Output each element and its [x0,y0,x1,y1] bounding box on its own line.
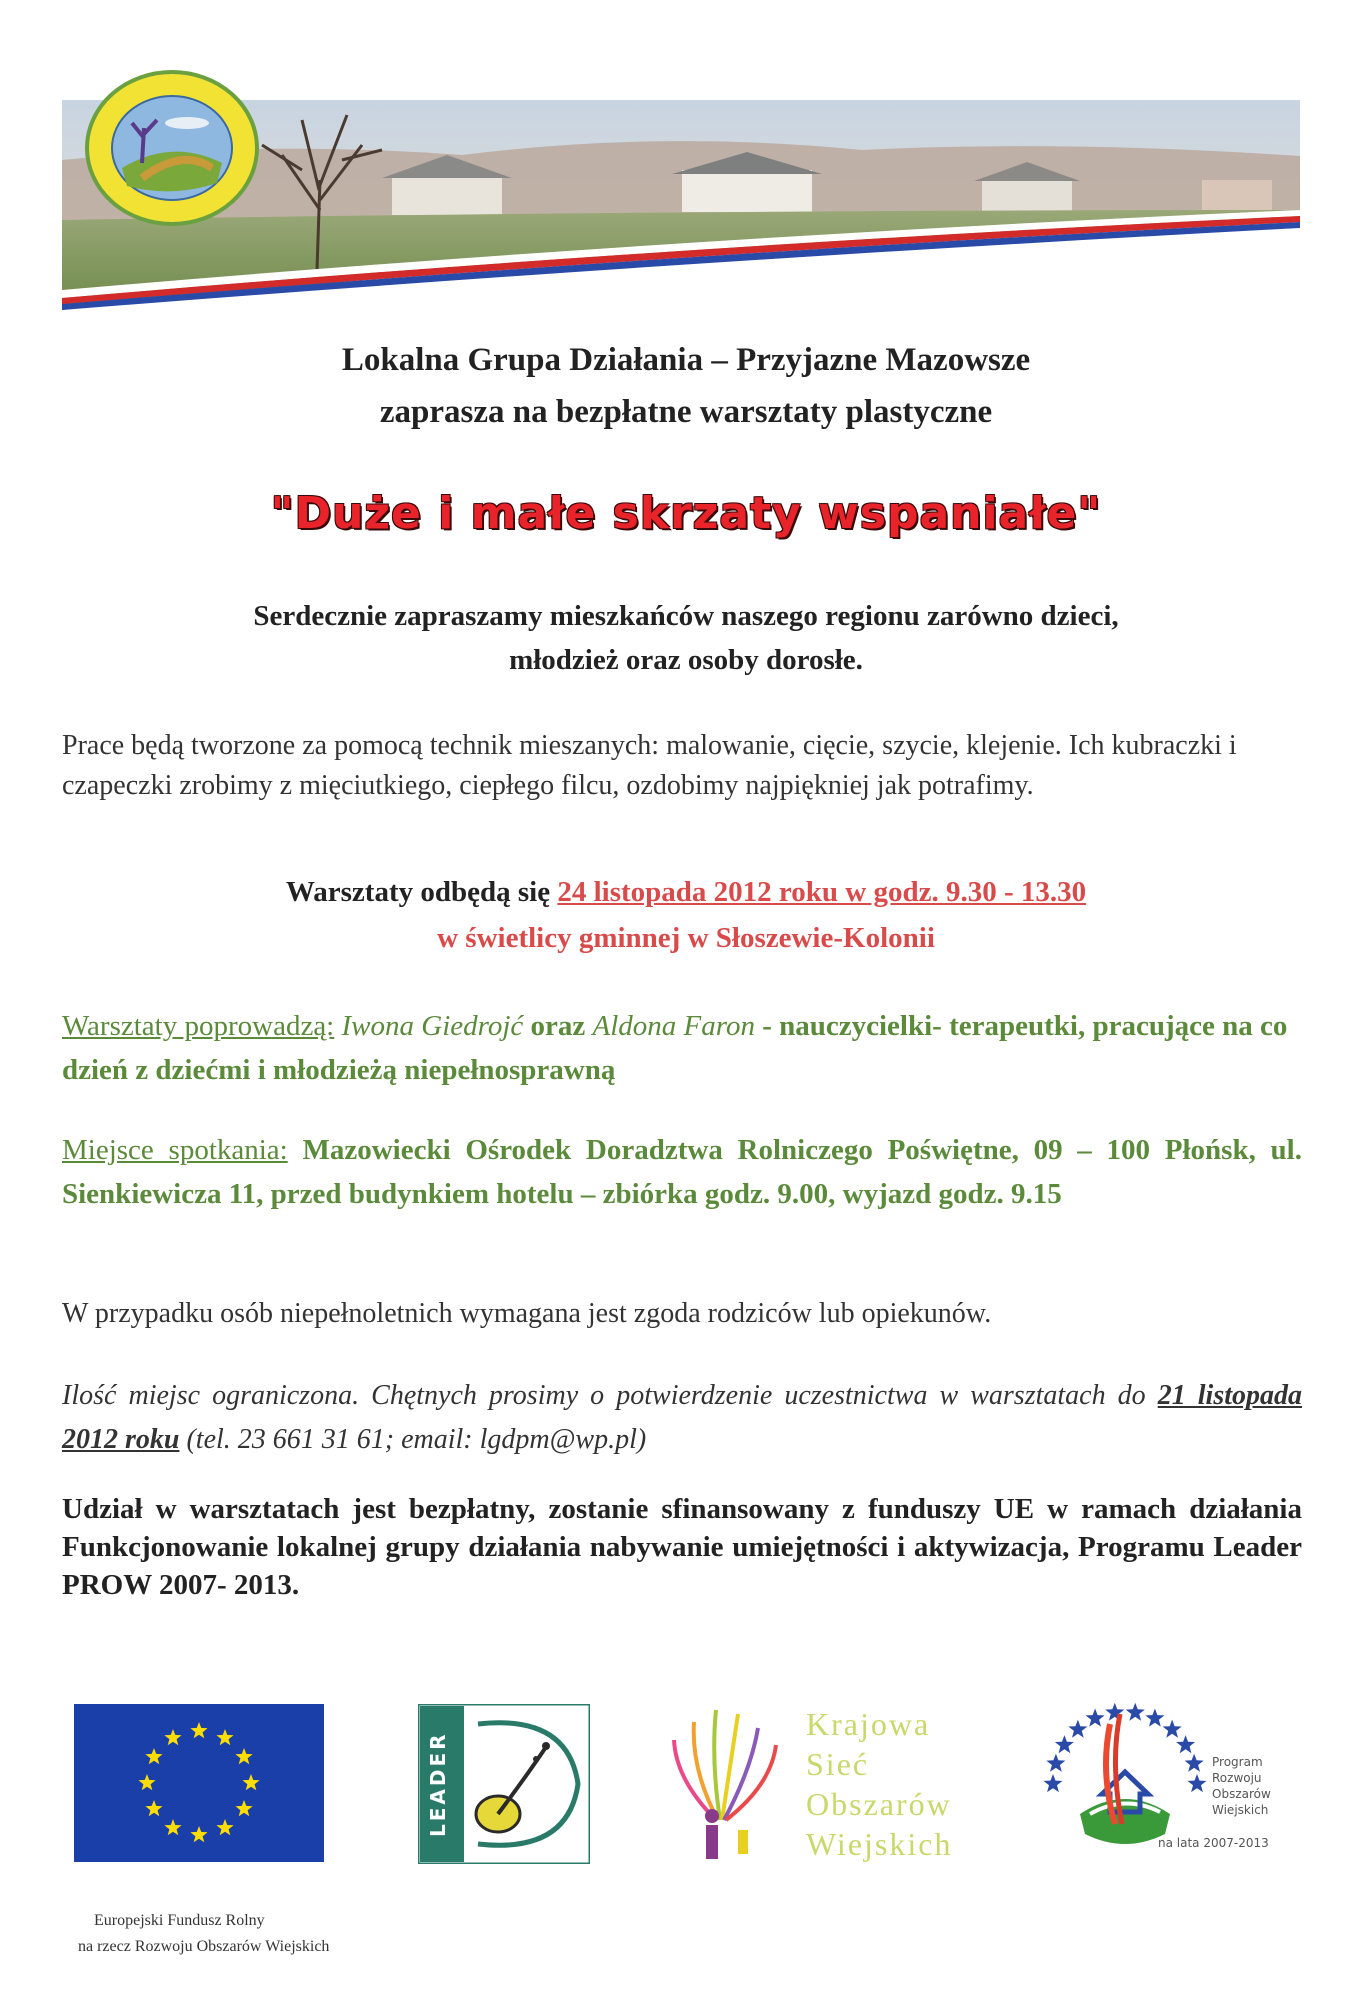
eu-star-icon [190,1826,207,1842]
eu-star-icon [236,1800,253,1816]
funding-paragraph: Udział w warsztatach jest bezpłatny, zostanie sfinansowany z funduszy UE w ramach działania Funkcjonowanie lokalnej grupy działania nabywanie umiejętności i aktywizacja, Programu Leader PROW 2007- 2013. [62,1493,1302,1601]
leaders-description: - nauczycielki- terapeutki, pracujące na co dzień z dziećmi i młodzieżą niepełnosprawną [62,1010,1288,1086]
title-line-1: Lokalna Grupa Działania – Przyjazne Mazowsze [341,342,1031,378]
header-banner [62,60,1300,310]
prow-star-icon [1068,1720,1087,1738]
fund-name-line-2: na rzecz Rozwoju Obszarów Wiejskich [78,1938,330,1955]
leader-name-1: Iwona Giedrojć [341,1010,524,1042]
ksow-logo [656,1700,996,1870]
techniques-paragraph: Prace będą tworzone za pomocą technik mieszanych: malowanie, cięcie, szycie, klejenie. Ich kubraczki i czapeczki zrobimy z mięciutkiego, ciepłego filcu, ozdobimy najpiękniej jak potrafimy. [62,730,1237,801]
prow-star-icon [1185,1754,1204,1772]
prow-logo [1040,1684,1320,1874]
eu-star-icon [138,1774,155,1790]
leader-name-2: Aldona Faron [592,1010,755,1042]
prow-star-icon [1055,1735,1074,1753]
prow-line-1: Program [1212,1755,1263,1769]
prow-text [1212,1754,1271,1818]
leader-logo-text: LEADER [426,1731,450,1837]
invite-line-2: młodzież oraz osoby dorosłe. [509,644,863,676]
meeting-text: Mazowiecki Ośrodek Doradztwa Rolniczego Poświętne, 09 – 100 Płońsk, ul. Sienkiewicza 11, przed budynkiem hotelu – zbiórka godz. 9.00, wyjazd godz. 9.15 [62,1134,1302,1210]
leader-logo [418,1704,590,1864]
eu-stars-ring [74,1704,324,1862]
leaders-paragraph [62,1004,1302,1092]
contact-info: (tel. 23 661 31 61; email: lgdpm@wp.pl) [179,1424,647,1455]
prow-star-icon [1188,1774,1207,1792]
ksow-line-1: Krajowa [806,1706,931,1742]
eu-star-icon [145,1748,162,1764]
eu-star-icon [164,1819,181,1835]
workshop-date-line [60,876,1312,909]
limited-places-paragraph [62,1374,1302,1462]
date-prefix: Warsztaty odbędą się [285,876,558,908]
prow-star-icon [1046,1754,1065,1772]
prow-star-icon [1163,1720,1182,1738]
prow-years: na lata 2007-2013 [1158,1836,1269,1850]
workshop-headline: "Duże i małe skrzaty wspaniałe" [270,488,1102,539]
limited-text: Ilość miejsc ograniczona. Chętnych prosimy o potwierdzenie uczestnictwa w warsztatach do [62,1380,1158,1411]
prow-line-2: Rozwoju [1212,1771,1262,1785]
eu-star-icon [236,1748,253,1764]
prow-star-icon [1086,1709,1105,1727]
ksow-emblem [656,1700,806,1870]
eu-star-icon [145,1800,162,1816]
prow-star-icon [1145,1709,1164,1727]
prow-star-icon [1176,1735,1195,1753]
workshop-venue: w świetlicy gminnej w Słoszewie-Kolonii [437,922,935,954]
meeting-place-paragraph [62,1128,1302,1216]
ksow-line-2: Sieć [806,1746,870,1782]
date-time: 24 listopada 2012 roku w godz. 9.30 - 13.30 [557,876,1087,908]
eu-star-icon [164,1729,181,1745]
registration-deadline: 21 listopada 2012 roku [62,1380,1303,1455]
meeting-label: Miejsce spotkania: [62,1134,288,1166]
prow-line-4: Wiejskich [1212,1803,1269,1817]
eu-star-icon [216,1819,233,1835]
ksow-line-3: Obszarów [806,1786,952,1822]
prow-line-3: Obszarów [1212,1787,1271,1801]
invite-line-1: Serdecznie zapraszamy mieszkańców naszego regionu zarówno dzieci, [253,600,1119,632]
eu-star-icon [242,1774,259,1790]
lgd-logo [82,68,262,228]
eu-flag-logo [74,1704,324,1862]
consent-paragraph: W przypadku osób niepełnoletnich wymagana jest zgoda rodziców lub opiekunów. [62,1298,992,1329]
prow-stars-ring [1044,1703,1207,1792]
title-line-2: zaprasza na bezpłatne warsztaty plastyczne [379,394,993,430]
eu-star-icon [216,1729,233,1745]
leaders-and: oraz [523,1010,593,1042]
leaders-label: Warsztaty poprowadzą: [62,1010,335,1042]
prow-star-icon [1044,1774,1063,1792]
eu-star-icon [190,1722,207,1738]
ksow-text [806,1704,952,1864]
prow-star-icon [1126,1703,1145,1721]
fund-name-line-1: Europejski Fundusz Rolny [94,1912,265,1929]
ksow-line-4: Wiejskich [806,1826,953,1862]
